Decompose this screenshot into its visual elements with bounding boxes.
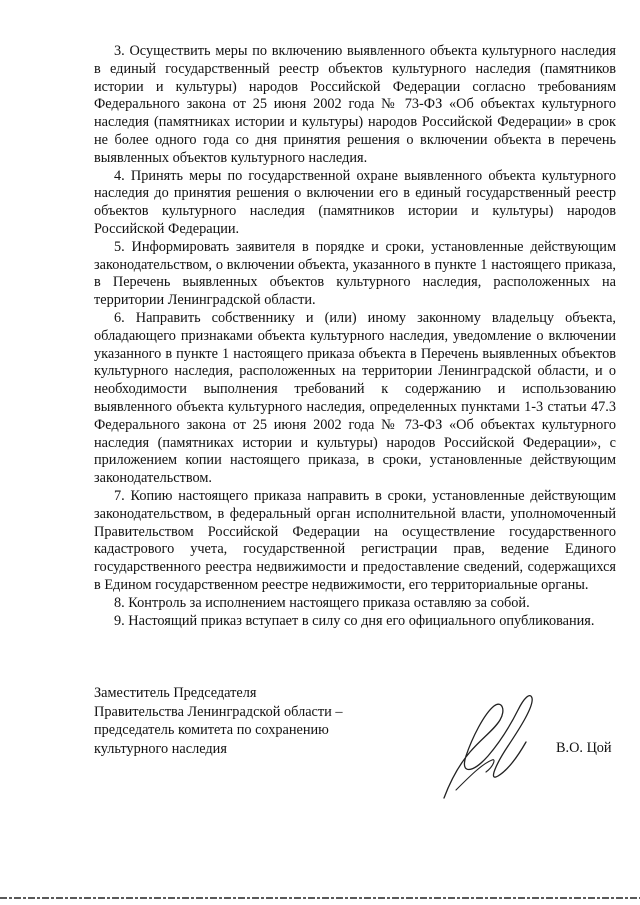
signatory-title-line: Заместитель Председателя <box>94 685 257 701</box>
paragraph-3: 3. Осуществить меры по включению выявленного объекта культурного наследия в единый государственный реестр объектов культурного наследия (памятников истории и культуры) народов Российской Федерации согласно требованиям Федерального закона от 25 июня 2002 года № 73-ФЗ «Об объектах культурного наследия (памятниках истории и культуры) народов Российской Федерации» в срок не более одного года со дня принятия решения о включении объекта в перечень выявленных объектов культурного наследия. <box>94 43 616 166</box>
signatory-name: В.О. Цой <box>556 740 612 756</box>
handwritten-signature-icon <box>436 686 556 804</box>
paragraph-9: 9. Настоящий приказ вступает в силу со дня его официального опубликования. <box>114 612 595 629</box>
signatory-title-line: председатель комитета по сохранению <box>94 722 329 738</box>
order-body <box>94 43 616 630</box>
signatory-title <box>94 684 394 758</box>
paragraph-4: 4. Принять меры по государственной охране выявленного объекта культурного наследия до принятия решения о включении его в единый государственный реестр объектов культурного наследия (памятников истории и культуры) народов Российской Федерации. <box>94 167 616 237</box>
paragraph-8: 8. Контроль за исполнением настоящего приказа оставляю за собой. <box>114 594 530 611</box>
signatory-title-line: культурного наследия <box>94 740 227 757</box>
paragraph-6: 6. Направить собственнику и (или) иному законному владельцу объекта, обладающего признаками объекта культурного наследия, уведомление о включении указанного в пункте 1 настоящего приказа объекта в Перечень выявленных объектов культурного наследия, расположенных на территории Ленинградской области, и о необходимости выполнения требований к содержанию и использованию выявленного объекта культурного наследия, определенных пунктами 1-3 статьи 47.3 Федерального закона от 25 июня 2002 года № 73-ФЗ «Об объектах культурного наследия (памятниках истории и культуры) народов Российской Федерации», с приложением копии настоящего приказа, в сроки, установленные действующим законодательством. <box>94 309 616 487</box>
scan-edge-divider <box>0 893 640 905</box>
paragraph-5: 5. Информировать заявителя в порядке и сроки, установленные действующим законодательством, о включении объекта, указанного в пункте 1 настоящего приказа, в Перечень выявленных объектов культурного наследия, расположенных на территории Ленинградской области. <box>94 238 616 309</box>
paragraph-7: 7. Копию настоящего приказа направить в сроки, установленные действующим законодательством, в федеральный орган исполнительной власти, уполномоченный Правительством Российской Федерации на осуществление государственного кадастрового учета, государственной регистрации прав, ведение Единого государственного реестра недвижимости и предоставление сведений, содержащихся в Едином государственном реестре недвижимости, его территориальные органы. <box>94 487 616 593</box>
signatory-title-line: Правительства Ленинградской области – <box>94 703 343 720</box>
